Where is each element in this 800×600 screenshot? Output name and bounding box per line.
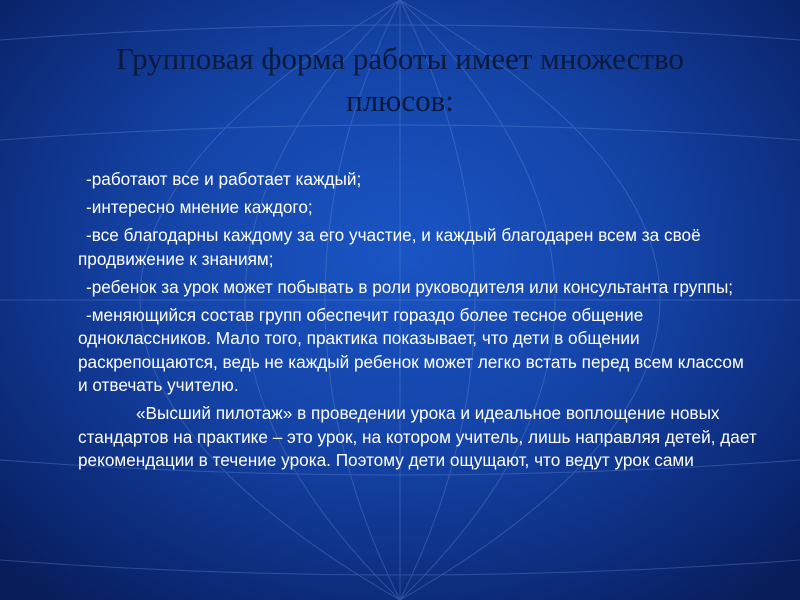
benefit-item: -интересно мнение каждого; bbox=[86, 197, 313, 217]
parallel-line bbox=[0, 560, 800, 575]
benefit-item: -ребенок за урок может побывать в роли руководителя или консультанта группы; bbox=[86, 276, 734, 297]
benefit-item: -работают все и работает каждый; bbox=[86, 169, 362, 189]
conclusion-paragraph: «Высший пилотаж» в проведении урока и идеальное воплощение новых стандартов на практике – это урок, на котором учитель, лишь направляя детей, дает рекомендации в течение урока. Поэтому дети ощущают, что ведут урок сами bbox=[78, 403, 757, 470]
parallel-line bbox=[0, 125, 800, 140]
slide-body bbox=[78, 168, 758, 477]
slide-title: Групповая форма работы имеет множество плюсов: bbox=[116, 41, 684, 118]
benefit-item: -все благодарны каждому за его участие, и каждый благодарен всем за своё продвижение к знаниям; bbox=[78, 225, 701, 269]
benefit-item: -меняющийся состав групп обеспечит гораздо более тесное общение одноклассников. Мало того, практика показывает, что дети в общении раскрепощаются, ведь не каждый ребенок может легко встать перед всем классом и отвечать учителю. bbox=[78, 304, 744, 395]
